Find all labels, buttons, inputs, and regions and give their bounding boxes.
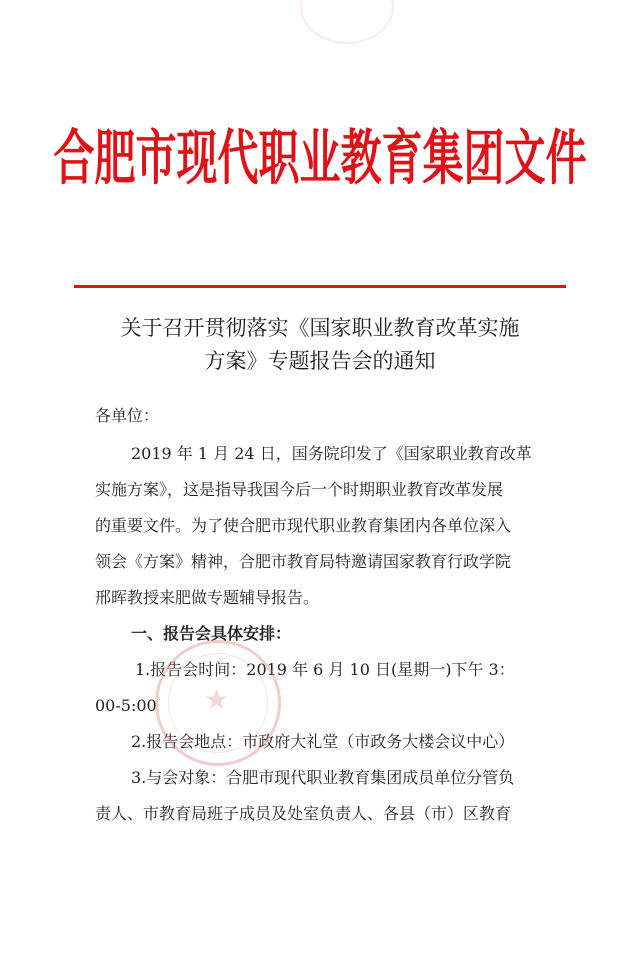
red-divider-line: [74, 285, 566, 288]
item-line: 3.与会对象：合肥市现代职业教育集团成员单位分管负: [131, 768, 515, 787]
paragraph-line: 的重要文件。为了使合肥市现代职业教育集团内各单位深入: [95, 516, 512, 535]
seal-star-icon: ★: [204, 683, 230, 716]
notice-title-line: 方案》专题报告会的通知: [204, 349, 436, 373]
official-seal-stamp: [155, 640, 281, 766]
paragraph-line: 邢晖教授来肥做专题辅导报告。: [95, 588, 320, 607]
faint-stamp-mark: [300, 0, 394, 44]
document-header-title: 合肥市现代职业教育集团文件: [53, 123, 587, 193]
salutation: 各单位：: [95, 406, 160, 425]
item-line: 00-5:00: [95, 696, 157, 715]
paragraph-line: 2019 年 1 月 24 日，国务院印发了《国家职业教育改革: [131, 444, 532, 463]
paragraph-line: 实施方案》，这是指导我国今后一个时期职业教育改革发展: [95, 480, 504, 499]
paragraph-line: 领会《方案》精神，合肥市教育局特邀请国家教育行政学院: [95, 552, 512, 571]
item-line: 1.报告会时间：2019 年 6 月 10 日(星期一)下午 3：: [135, 660, 515, 679]
arrangement-item-attendees: [95, 760, 565, 832]
arrangement-item-location: 2.报告会地点：市政府大礼堂（市政务大楼会议中心）: [131, 732, 515, 751]
item-line: 责人、市教育局班子成员及处室负责人、各县（市）区教育: [95, 804, 512, 823]
body-paragraph: [95, 436, 565, 616]
notice-title: [60, 312, 580, 378]
notice-title-line: 关于召开贯彻落实《国家职业教育改革实施: [120, 316, 520, 340]
section-heading: 一、报告会具体安排：: [131, 624, 292, 643]
